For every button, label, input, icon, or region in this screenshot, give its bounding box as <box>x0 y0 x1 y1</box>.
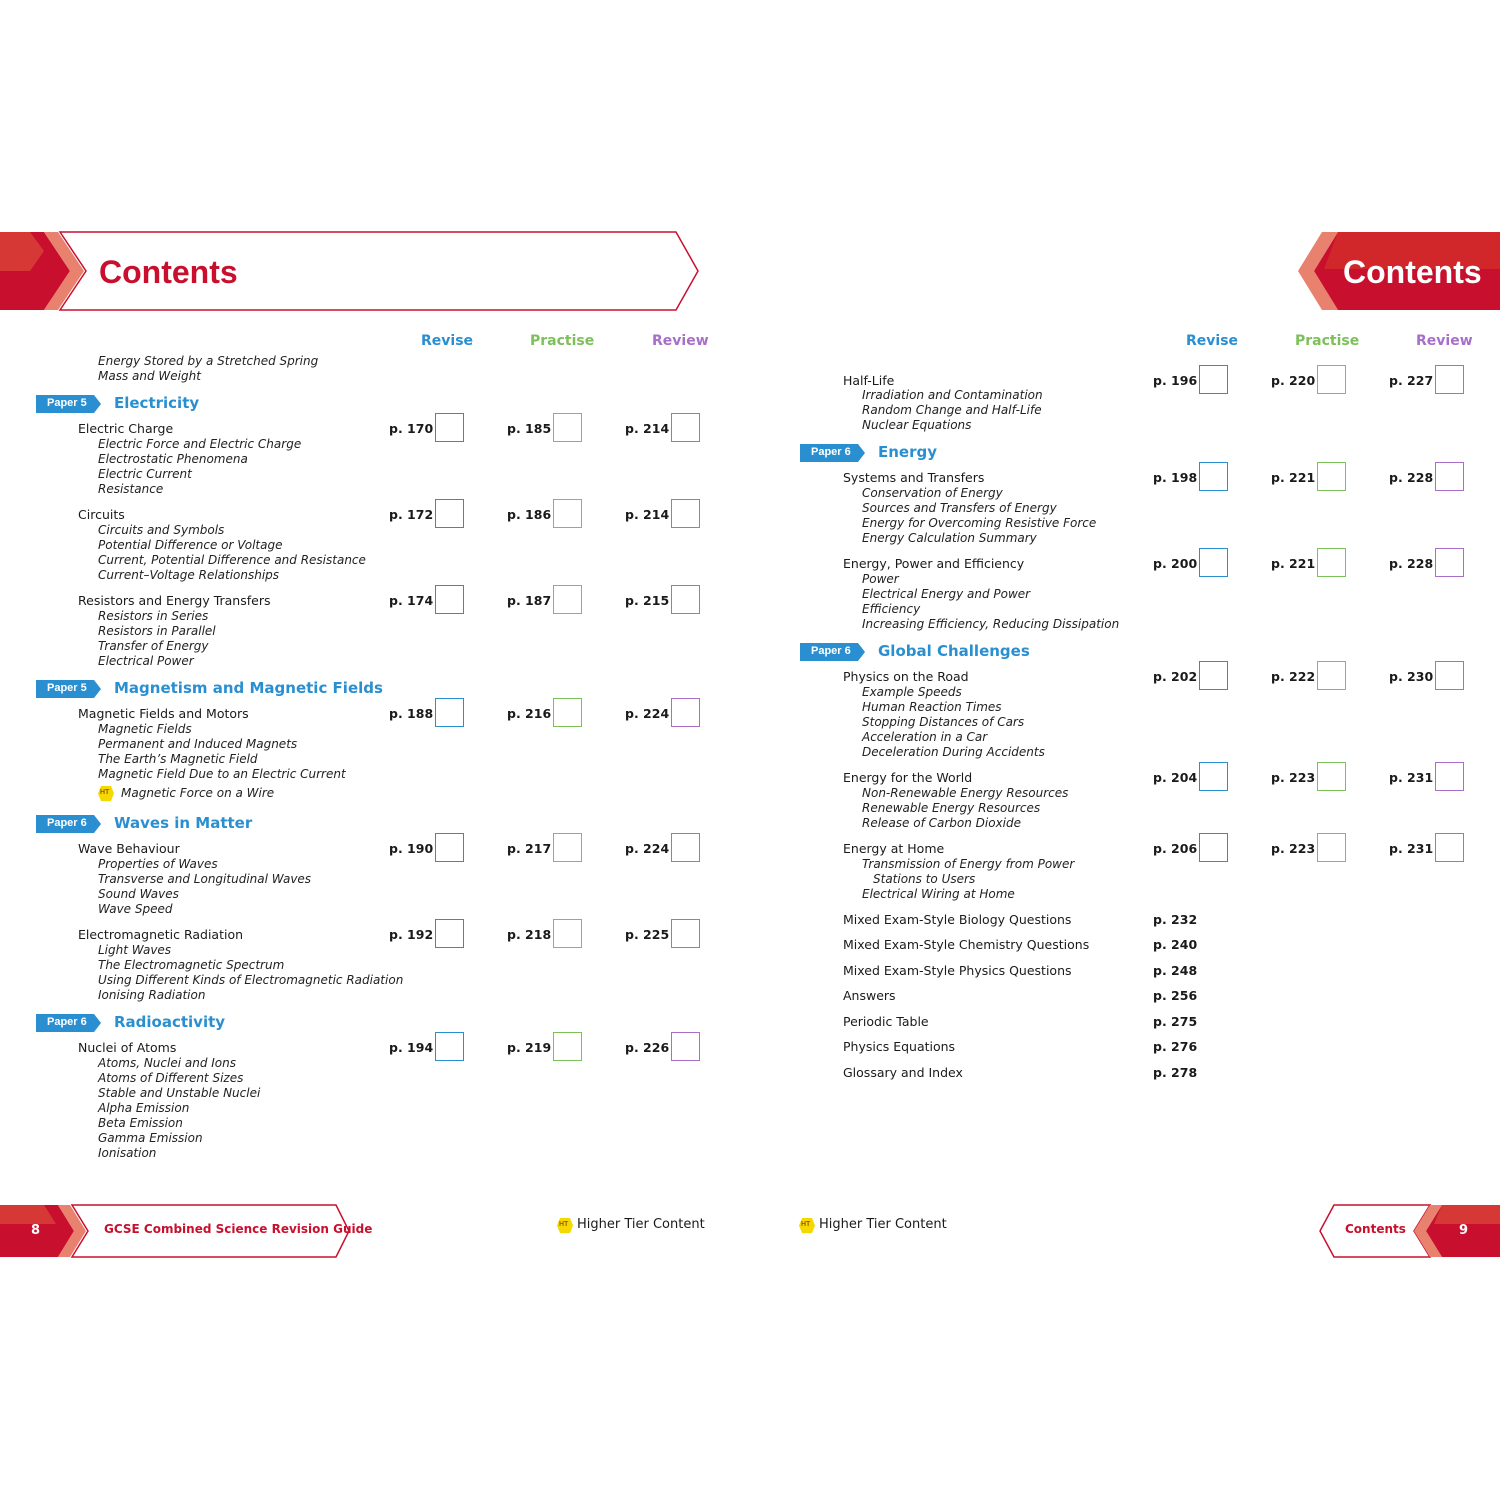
review-page: p. 214 <box>625 507 670 522</box>
review-checkbox[interactable] <box>671 1032 700 1061</box>
practise-page: p. 186 <box>507 507 552 522</box>
revise-checkbox[interactable] <box>1199 548 1228 577</box>
revise-checkbox[interactable] <box>1199 462 1228 491</box>
higher-tier-icon: HT <box>799 1218 815 1233</box>
review-page: p. 227 <box>1389 373 1434 388</box>
left-col-revise-header: Revise <box>421 333 474 349</box>
topic-resistors-energy-transfers: Resistors and Energy Transfers <box>78 593 271 608</box>
review-page: p. 226 <box>625 1040 670 1055</box>
practise-checkbox[interactable] <box>553 1032 582 1061</box>
review-checkbox[interactable] <box>1435 762 1464 791</box>
topic-magnetic-fields-motors: Magnetic Fields and Motors <box>78 706 249 721</box>
review-checkbox[interactable] <box>1435 661 1464 690</box>
subtopic: Renewable Energy Resources <box>862 801 1041 815</box>
extra-item-page: p. 232 <box>1153 912 1198 927</box>
practise-checkbox[interactable] <box>1317 833 1346 862</box>
practise-checkbox[interactable] <box>553 919 582 948</box>
subtopic: Nuclear Equations <box>862 418 972 432</box>
extra-item-page: p. 278 <box>1153 1065 1198 1080</box>
review-checkbox[interactable] <box>671 698 700 727</box>
section-title-waves: Waves in Matter <box>114 814 253 832</box>
right-col-practise-header: Practise <box>1295 333 1360 349</box>
subtopic: Resistors in Series <box>98 609 209 623</box>
higher-tier-legend-right: Higher Tier Content <box>819 1217 947 1232</box>
subtopic: Current, Potential Difference and Resistance <box>98 553 366 567</box>
review-page: p. 228 <box>1389 556 1434 571</box>
review-page: p. 224 <box>625 706 670 721</box>
subtopic: Sources and Transfers of Energy <box>862 501 1057 515</box>
review-checkbox[interactable] <box>671 919 700 948</box>
subtopic: Example Speeds <box>862 685 962 699</box>
subtopic: Random Change and Half-Life <box>862 403 1042 417</box>
topic-physics-on-the-road: Physics on the Road <box>843 669 969 684</box>
revise-page: p. 204 <box>1153 770 1198 785</box>
subtopic: Atoms, Nuclei and Ions <box>98 1056 236 1070</box>
revise-page: p. 190 <box>389 841 434 856</box>
higher-tier-legend-left: Higher Tier Content <box>577 1217 705 1232</box>
extra-item-page: p. 276 <box>1153 1039 1198 1054</box>
practise-checkbox[interactable] <box>1317 762 1346 791</box>
revise-page: p. 200 <box>1153 556 1198 571</box>
topic-nuclei-of-atoms: Nuclei of Atoms <box>78 1040 177 1055</box>
practise-page: p. 223 <box>1271 770 1316 785</box>
subtopic: Atoms of Different Sizes <box>98 1071 244 1085</box>
practise-page: p. 219 <box>507 1040 552 1055</box>
revise-page: p. 196 <box>1153 373 1198 388</box>
footer-contents-label: Contents <box>1345 1222 1406 1236</box>
practise-checkbox[interactable] <box>553 413 582 442</box>
review-checkbox[interactable] <box>1435 548 1464 577</box>
subtopic: Electrical Power <box>98 654 194 668</box>
section-title-electricity: Electricity <box>114 394 200 412</box>
page-title-right: Contents <box>1343 254 1482 290</box>
subtopic: Energy for Overcoming Resistive Force <box>862 516 1097 530</box>
revise-page: p. 192 <box>389 927 434 942</box>
review-page: p. 215 <box>625 593 670 608</box>
practise-page: p. 185 <box>507 421 552 436</box>
subtopic: Resistance <box>98 482 164 496</box>
review-page: p. 231 <box>1389 841 1434 856</box>
extra-item-title: Glossary and Index <box>843 1065 963 1080</box>
revise-page: p. 194 <box>389 1040 434 1055</box>
subtopic: Irradiation and Contamination <box>862 388 1043 402</box>
revise-checkbox[interactable] <box>1199 661 1228 690</box>
extra-item-page: p. 275 <box>1153 1014 1198 1029</box>
page-number-left: 8 <box>31 1223 41 1238</box>
practise-page: p. 218 <box>507 927 552 942</box>
subtopic: Permanent and Induced Magnets <box>98 737 298 751</box>
revise-checkbox[interactable] <box>435 499 464 528</box>
subtopic: Non-Renewable Energy Resources <box>862 786 1069 800</box>
topic-wave-behaviour: Wave Behaviour <box>78 841 180 856</box>
extra-item-title: Physics Equations <box>843 1039 956 1054</box>
subtopic: Ionisation <box>98 1146 157 1160</box>
practise-checkbox[interactable] <box>553 833 582 862</box>
practise-checkbox[interactable] <box>1317 462 1346 491</box>
extra-item-page: p. 256 <box>1153 988 1198 1003</box>
subtopic: Resistors in Parallel <box>98 624 216 638</box>
review-page: p. 230 <box>1389 669 1434 684</box>
review-checkbox[interactable] <box>671 413 700 442</box>
subtopic: Deceleration During Accidents <box>862 745 1045 759</box>
revise-checkbox[interactable] <box>1199 762 1228 791</box>
subtopic: Electrostatic Phenomena <box>98 452 248 466</box>
subtopic: Magnetic Field Due to an Electric Current <box>98 767 346 781</box>
revise-checkbox[interactable] <box>435 919 464 948</box>
subtopic: The Earth’s Magnetic Field <box>98 752 258 766</box>
review-page: p. 228 <box>1389 470 1434 485</box>
topic-half-life: Half-Life <box>843 373 895 388</box>
practise-page: p. 220 <box>1271 373 1316 388</box>
subtopic: Properties of Waves <box>98 857 218 871</box>
extra-item-title: Periodic Table <box>843 1014 929 1029</box>
review-page: p. 224 <box>625 841 670 856</box>
practise-checkbox[interactable] <box>1317 661 1346 690</box>
right-col-revise-header: Revise <box>1186 333 1239 349</box>
higher-tier-icon: HT <box>98 786 114 801</box>
practise-checkbox[interactable] <box>1317 548 1346 577</box>
subtopic: Using Different Kinds of Electromagnetic Radiation <box>98 973 404 987</box>
subtopic: Increasing Efficiency, Reducing Dissipation <box>862 617 1120 631</box>
review-page: p. 225 <box>625 927 670 942</box>
practise-page: p. 216 <box>507 706 552 721</box>
subtopic-ht: Magnetic Force on a Wire <box>121 786 275 800</box>
subtopic: Light Waves <box>98 943 172 957</box>
subtopic: Wave Speed <box>98 902 173 916</box>
revise-page: p. 172 <box>389 507 434 522</box>
guide-title: GCSE Combined Science Revision Guide <box>104 1222 373 1236</box>
left-col-practise-header: Practise <box>530 333 595 349</box>
extra-item-page: p. 248 <box>1153 963 1198 978</box>
subtopic: Electrical Wiring at Home <box>862 887 1015 901</box>
subtopic: Transverse and Longitudinal Waves <box>98 872 312 886</box>
topic-energy-at-home: Energy at Home <box>843 841 945 856</box>
revise-page: p. 206 <box>1153 841 1198 856</box>
section-title-global-challenges: Global Challenges <box>878 642 1030 660</box>
subtopic: Circuits and Symbols <box>98 523 225 537</box>
review-checkbox[interactable] <box>671 833 700 862</box>
subtopic: Current–Voltage Relationships <box>98 568 280 582</box>
section-title-energy: Energy <box>878 443 938 461</box>
right-col-review-header: Review <box>1416 333 1473 349</box>
revise-checkbox[interactable] <box>435 585 464 614</box>
practise-page: p. 187 <box>507 593 552 608</box>
higher-tier-icon: HT <box>557 1218 573 1233</box>
subtopic: Alpha Emission <box>98 1101 190 1115</box>
revise-checkbox[interactable] <box>435 698 464 727</box>
topic-electromagnetic-radiation: Electromagnetic Radiation <box>78 927 244 942</box>
subtopic: Electrical Energy and Power <box>862 587 1031 601</box>
practise-checkbox[interactable] <box>553 585 582 614</box>
practise-checkbox[interactable] <box>553 499 582 528</box>
practise-page: p. 221 <box>1271 470 1316 485</box>
subtopic: Human Reaction Times <box>862 700 1002 714</box>
review-checkbox[interactable] <box>1435 833 1464 862</box>
review-checkbox[interactable] <box>671 499 700 528</box>
topic-energy-for-the-world: Energy for the World <box>843 770 973 785</box>
extra-item-page: p. 240 <box>1153 937 1198 952</box>
practise-page: p. 221 <box>1271 556 1316 571</box>
revise-checkbox[interactable] <box>435 413 464 442</box>
revise-page: p. 198 <box>1153 470 1198 485</box>
topic-systems-transfers: Systems and Transfers <box>843 470 985 485</box>
review-checkbox[interactable] <box>1435 462 1464 491</box>
revise-page: p. 202 <box>1153 669 1198 684</box>
subtopic: Ionising Radiation <box>98 988 206 1002</box>
subtopic: Energy Calculation Summary <box>862 531 1037 545</box>
subtopic: Stopping Distances of Cars <box>862 715 1025 729</box>
extra-item-title: Answers <box>843 988 896 1003</box>
page-title-left: Contents <box>99 254 238 290</box>
topic-energy-power-efficiency: Energy, Power and Efficiency <box>843 556 1025 571</box>
subtopic: Energy Stored by a Stretched Spring <box>98 354 319 368</box>
subtopic: Potential Difference or Voltage <box>98 538 283 552</box>
review-page: p. 214 <box>625 421 670 436</box>
subtopic: Release of Carbon Dioxide <box>862 816 1022 830</box>
review-checkbox[interactable] <box>671 585 700 614</box>
extra-item-title: Mixed Exam-Style Biology Questions <box>843 912 1072 927</box>
revise-checkbox[interactable] <box>435 833 464 862</box>
topic-electric-charge: Electric Charge <box>78 421 174 436</box>
subtopic: Beta Emission <box>98 1116 183 1130</box>
section-title-radioactivity: Radioactivity <box>114 1013 226 1031</box>
subtopic: Sound Waves <box>98 887 179 901</box>
practise-checkbox[interactable] <box>553 698 582 727</box>
subtopic: Acceleration in a Car <box>862 730 988 744</box>
section-title-magnetism: Magnetism and Magnetic Fields <box>114 679 383 697</box>
revise-checkbox[interactable] <box>1199 833 1228 862</box>
subtopic: Mass and Weight <box>98 369 201 383</box>
extra-item-title: Mixed Exam-Style Physics Questions <box>843 963 1072 978</box>
practise-page: p. 223 <box>1271 841 1316 856</box>
subtopic: Electric Current <box>98 467 192 481</box>
subtopic: Conservation of Energy <box>862 486 1003 500</box>
subtopic: Magnetic Fields <box>98 722 192 736</box>
page-number-right: 9 <box>1459 1223 1469 1238</box>
subtopic: Power <box>862 572 899 586</box>
subtopic: The Electromagnetic Spectrum <box>98 958 285 972</box>
revise-page: p. 188 <box>389 706 434 721</box>
subtopic: Transfer of Energy <box>98 639 209 653</box>
subtopic: Electric Force and Electric Charge <box>98 437 302 451</box>
revise-page: p. 170 <box>389 421 434 436</box>
subtopic: Transmission of Energy from Power <box>862 857 1075 871</box>
practise-page: p. 217 <box>507 841 552 856</box>
subtopic: Stations to Users <box>873 872 976 886</box>
subtopic: Gamma Emission <box>98 1131 203 1145</box>
review-page: p. 231 <box>1389 770 1434 785</box>
review-checkbox[interactable] <box>1435 365 1464 394</box>
topic-circuits: Circuits <box>78 507 125 522</box>
practise-page: p. 222 <box>1271 669 1316 684</box>
left-col-review-header: Review <box>652 333 709 349</box>
revise-checkbox[interactable] <box>435 1032 464 1061</box>
revise-page: p. 174 <box>389 593 434 608</box>
subtopic: Efficiency <box>862 602 921 616</box>
subtopic: Stable and Unstable Nuclei <box>98 1086 261 1100</box>
practise-checkbox[interactable] <box>1317 365 1346 394</box>
revise-checkbox[interactable] <box>1199 365 1228 394</box>
extra-item-title: Mixed Exam-Style Chemistry Questions <box>843 937 1090 952</box>
